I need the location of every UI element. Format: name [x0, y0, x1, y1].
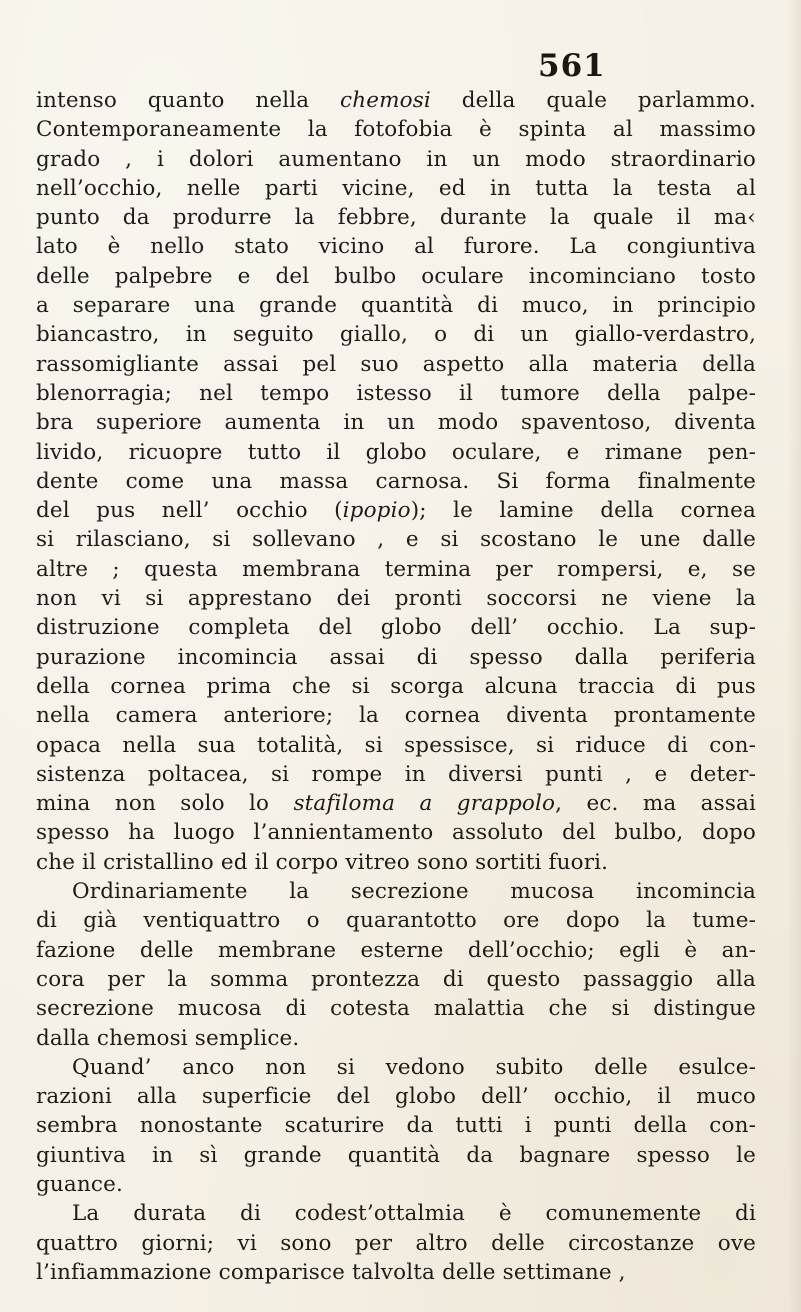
text-line: livido, ricuopre tutto il globo oculare, e rimane pen-	[36, 439, 756, 465]
text-line: spesso ha luogo l’annientamento assoluto del bulbo, dopo	[36, 820, 756, 846]
text-line: sembra nonostante scaturire da tutti i punti della con-	[36, 1113, 756, 1139]
text-line: di già ventiquattro o quarantotto ore dopo la tume-	[36, 908, 756, 934]
text-line: secrezione mucosa di cotesta malattia che si distingue	[36, 996, 756, 1022]
page-edge-shadow	[787, 0, 801, 1312]
text-line: grado , i dolori aumentano in un modo straordinario	[36, 146, 756, 172]
text-line: a separare una grande quantità di muco, in principio	[36, 293, 756, 319]
text-line: l’infiammazione comparisce talvolta delle settimane ,	[36, 1259, 626, 1285]
text-line: che il cristallino ed il corpo vitreo sono sortiti fuori.	[36, 849, 609, 875]
text-line: fazione delle membrane esterne dell’occhio; egli è an-	[36, 937, 756, 963]
text-line: mina non solo lo stafiloma a grappolo, ec. ma assai	[36, 791, 756, 817]
text-line: Contemporaneamente la fotofobia è spinta al massimo	[36, 117, 756, 143]
text-line: purazione incomincia assai di spesso dalla periferia	[36, 644, 756, 670]
text-line: sistenza poltacea, si rompe in diversi punti , e deter-	[36, 761, 756, 787]
text-line: non vi si apprestano dei pronti soccorsi ne viene la	[36, 586, 756, 612]
text-line: nell’occhio, nelle parti vicine, ed in tutta la testa al	[36, 175, 756, 201]
text-line: lato è nello stato vicino al furore. La congiuntiva	[36, 234, 756, 260]
page-number: 561	[538, 48, 606, 84]
text-line: si rilasciano, si sollevano , e si scostano le une dalle	[36, 527, 756, 553]
text-line: biancastro, in seguito giallo, o di un giallo-verdastro,	[36, 322, 756, 348]
text-line: quattro giorni; vi sono per altro delle circostanze ove	[36, 1230, 756, 1256]
text-line: altre ; questa membrana termina per rompersi, e, se	[36, 556, 756, 582]
text-line: razioni alla superficie del globo dell’ occhio, il muco	[36, 1084, 756, 1110]
text-line: nella camera anteriore; la cornea diventa prontamente	[36, 703, 756, 729]
text-line: guance.	[36, 1171, 123, 1197]
text-line: punto da produrre la febbre, durante la quale il ma‹	[36, 205, 756, 231]
text-line: rassomigliante assai pel suo aspetto alla materia della	[36, 351, 756, 377]
text-line: Quand’ anco non si vedono subito delle esulce-	[72, 1054, 756, 1080]
text-line: La durata di codest’ottalmia è comunemente di	[72, 1201, 756, 1227]
text-line: giuntiva in sì grande quantità da bagnare spesso le	[36, 1142, 756, 1168]
text-line: delle palpebre e del bulbo oculare incominciano tosto	[36, 263, 756, 289]
text-line: dente come una massa carnosa. Si forma finalmente	[36, 468, 756, 494]
text-line: opaca nella sua totalità, si spessisce, si riduce di con-	[36, 732, 756, 758]
text-line: della cornea prima che si scorga alcuna traccia di pus	[36, 673, 756, 699]
text-line: intenso quanto nella chemosi della quale parlammo.	[36, 88, 756, 113]
text-line: cora per la somma prontezza di questo passaggio alla	[36, 966, 756, 992]
body-text	[36, 86, 756, 1287]
text-line: Ordinariamente la secrezione mucosa incomincia	[72, 879, 756, 905]
text-line: blenorragia; nel tempo istesso il tumore della palpe-	[36, 380, 756, 406]
text-line: distruzione completa del globo dell’ occhio. La sup-	[36, 615, 756, 641]
text-line: del pus nell’ occhio (ipopio); le lamine della cornea	[36, 498, 756, 524]
text-line: bra superiore aumenta in un modo spaventoso, diventa	[36, 410, 756, 436]
text-line: dalla chemosi semplice.	[36, 1025, 300, 1051]
